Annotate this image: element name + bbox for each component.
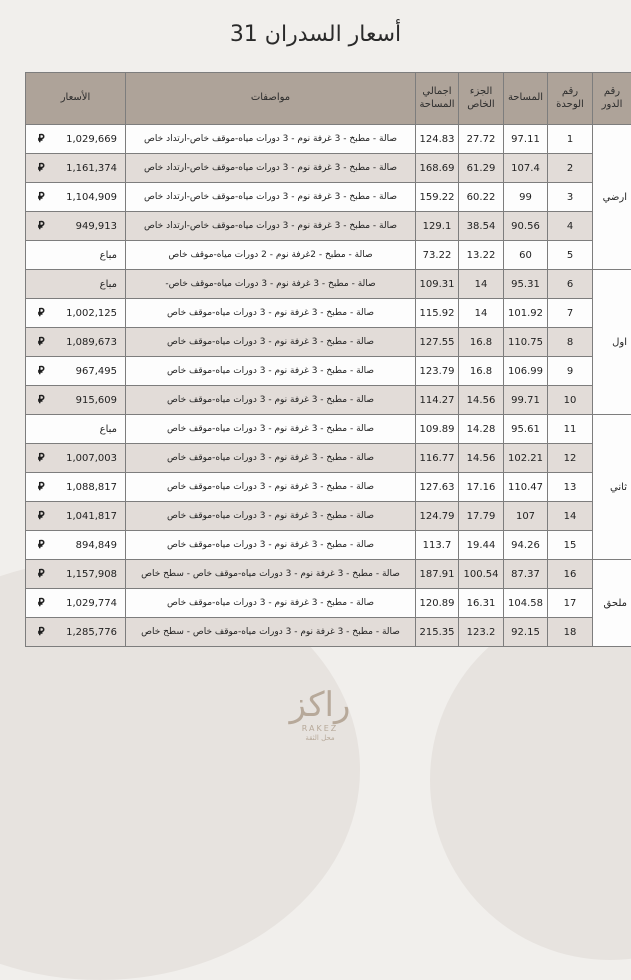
price-cell: مباع bbox=[26, 415, 126, 444]
header-private-part: الجزء الخاص bbox=[459, 73, 504, 125]
private-part-cell: 38.54 bbox=[459, 212, 504, 241]
unit-no-cell: 1 bbox=[548, 125, 593, 154]
private-part-cell: 14.56 bbox=[459, 444, 504, 473]
rakez-logo bbox=[275, 685, 365, 742]
header-area: المساحة bbox=[504, 73, 548, 125]
area-cell: 95.61 bbox=[504, 415, 548, 444]
logo-name: RAKEZ bbox=[301, 724, 339, 733]
price-cell bbox=[26, 357, 126, 386]
saudi-riyal-icon: ⃁ bbox=[38, 306, 45, 319]
unit-no-cell: 7 bbox=[548, 299, 593, 328]
total-area-cell: 109.31 bbox=[416, 270, 459, 299]
header-floor-no: رقم الدور bbox=[593, 73, 631, 125]
specs-cell: صالة - مطبخ - 3 غرفة نوم - 3 دورات مياه-موقف خاص-ارتداد خاص bbox=[126, 154, 416, 183]
area-cell: 101.92 bbox=[504, 299, 548, 328]
area-cell: 87.37 bbox=[504, 560, 548, 589]
saudi-riyal-icon: ⃁ bbox=[38, 538, 45, 551]
total-area-cell: 124.79 bbox=[416, 502, 459, 531]
page-title: أسعار السدران 31 bbox=[229, 22, 402, 47]
floor-cell: ثاني bbox=[593, 415, 631, 560]
price-cell bbox=[26, 328, 126, 357]
specs-cell: صالة - مطبخ - 3 غرفة نوم - 3 دورات مياه-موقف خاص-ارتداد خاص bbox=[126, 212, 416, 241]
unit-no-cell: 10 bbox=[548, 386, 593, 415]
area-cell: 99 bbox=[504, 183, 548, 212]
price-value: 1,002,125 bbox=[66, 307, 117, 319]
total-area-cell: 129.1 bbox=[416, 212, 459, 241]
price-value: 1,007,003 bbox=[66, 452, 117, 464]
price-value: 1,104,909 bbox=[66, 191, 117, 203]
price-cell: مباع bbox=[26, 270, 126, 299]
specs-cell: صالة - مطبخ - 3 غرفة نوم - 3 دورات مياه-موقف خاص-ارتداد خاص bbox=[126, 183, 416, 212]
area-cell: 94.26 bbox=[504, 531, 548, 560]
price-value: 1,088,817 bbox=[66, 481, 117, 493]
private-part-cell: 17.16 bbox=[459, 473, 504, 502]
specs-cell: صالة - مطبخ - 3 غرفة نوم - 3 دورات مياه-موقف خاص - سطح خاص bbox=[126, 560, 416, 589]
floor-cell: ارضي bbox=[593, 125, 631, 270]
private-part-cell: 14.28 bbox=[459, 415, 504, 444]
price-value: 894,849 bbox=[75, 539, 117, 551]
price-value: 949,913 bbox=[75, 220, 117, 232]
saudi-riyal-icon: ⃁ bbox=[38, 219, 45, 232]
price-value: 1,285,776 bbox=[66, 626, 117, 638]
total-area-cell: 127.55 bbox=[416, 328, 459, 357]
private-part-cell: 27.72 bbox=[459, 125, 504, 154]
saudi-riyal-icon: ⃁ bbox=[38, 625, 45, 638]
area-cell: 110.75 bbox=[504, 328, 548, 357]
saudi-riyal-icon: ⃁ bbox=[38, 335, 45, 348]
total-area-cell: 168.69 bbox=[416, 154, 459, 183]
price-value: 1,029,774 bbox=[66, 597, 117, 609]
price-cell bbox=[26, 154, 126, 183]
total-area-cell: 159.22 bbox=[416, 183, 459, 212]
saudi-riyal-icon: ⃁ bbox=[38, 567, 45, 580]
price-value: 1,089,673 bbox=[66, 336, 117, 348]
price-value: 1,161,374 bbox=[66, 162, 117, 174]
private-part-cell: 123.2 bbox=[459, 618, 504, 647]
total-area-cell: 123.79 bbox=[416, 357, 459, 386]
unit-no-cell: 4 bbox=[548, 212, 593, 241]
private-part-cell: 16.31 bbox=[459, 589, 504, 618]
price-cell bbox=[26, 299, 126, 328]
saudi-riyal-icon: ⃁ bbox=[38, 132, 45, 145]
area-cell: 106.99 bbox=[504, 357, 548, 386]
price-cell bbox=[26, 589, 126, 618]
unit-no-cell: 15 bbox=[548, 531, 593, 560]
header-specs: مواصفات bbox=[126, 73, 416, 125]
price-cell bbox=[26, 473, 126, 502]
area-cell: 92.15 bbox=[504, 618, 548, 647]
private-part-cell: 14 bbox=[459, 270, 504, 299]
unit-no-cell: 3 bbox=[548, 183, 593, 212]
private-part-cell: 14.56 bbox=[459, 386, 504, 415]
private-part-cell: 61.29 bbox=[459, 154, 504, 183]
saudi-riyal-icon: ⃁ bbox=[38, 451, 45, 464]
price-cell bbox=[26, 444, 126, 473]
header-unit-no: رقم الوحدة bbox=[548, 73, 593, 125]
area-cell: 95.31 bbox=[504, 270, 548, 299]
specs-cell: صالة - مطبخ - 3 غرفة نوم - 3 دورات مياه-موقف خاص - سطح خاص bbox=[126, 618, 416, 647]
area-cell: 107.4 bbox=[504, 154, 548, 183]
price-value: 1,157,908 bbox=[66, 568, 117, 580]
price-cell bbox=[26, 386, 126, 415]
unit-no-cell: 17 bbox=[548, 589, 593, 618]
total-area-cell: 109.89 bbox=[416, 415, 459, 444]
private-part-cell: 16.8 bbox=[459, 357, 504, 386]
saudi-riyal-icon: ⃁ bbox=[38, 480, 45, 493]
specs-cell: صالة - مطبخ - 3 غرفة نوم - 3 دورات مياه-موقف خاص bbox=[126, 531, 416, 560]
specs-cell: صالة - مطبخ - 3 غرفة نوم - 3 دورات مياه-موقف خاص bbox=[126, 473, 416, 502]
unit-no-cell: 11 bbox=[548, 415, 593, 444]
total-area-cell: 187.91 bbox=[416, 560, 459, 589]
total-area-cell: 127.63 bbox=[416, 473, 459, 502]
area-cell: 97.11 bbox=[504, 125, 548, 154]
specs-cell: صالة - مطبخ - 3 غرفة نوم - 3 دورات مياه-موقف خاص bbox=[126, 299, 416, 328]
private-part-cell: 13.22 bbox=[459, 241, 504, 270]
price-cell bbox=[26, 212, 126, 241]
specs-cell: صالة - مطبخ - 3 غرفة نوم - 3 دورات مياه-موقف خاص bbox=[126, 357, 416, 386]
specs-cell: صالة - مطبخ - 3 غرفة نوم - 3 دورات مياه-موقف خاص bbox=[126, 589, 416, 618]
total-area-cell: 113.7 bbox=[416, 531, 459, 560]
private-part-cell: 19.44 bbox=[459, 531, 504, 560]
specs-cell: صالة - مطبخ - 3 غرفة نوم - 3 دورات مياه-موقف خاص bbox=[126, 328, 416, 357]
specs-cell: صالة - مطبخ - 3 غرفة نوم - 3 دورات مياه-موقف خاص-ارتداد خاص bbox=[126, 125, 416, 154]
saudi-riyal-icon: ⃁ bbox=[38, 364, 45, 377]
unit-no-cell: 13 bbox=[548, 473, 593, 502]
background-curve-right bbox=[430, 600, 631, 960]
total-area-cell: 215.35 bbox=[416, 618, 459, 647]
logo-tagline: محل الثقة bbox=[305, 734, 335, 742]
private-part-cell: 16.8 bbox=[459, 328, 504, 357]
private-part-cell: 17.79 bbox=[459, 502, 504, 531]
logo-mark: راكز bbox=[289, 685, 351, 725]
price-cell bbox=[26, 618, 126, 647]
floor-cell: اول bbox=[593, 270, 631, 415]
total-area-cell: 120.89 bbox=[416, 589, 459, 618]
area-cell: 90.56 bbox=[504, 212, 548, 241]
specs-cell: صالة - مطبخ - 3 غرفة نوم - 3 دورات مياه-موقف خاص bbox=[126, 502, 416, 531]
area-cell: 99.71 bbox=[504, 386, 548, 415]
saudi-riyal-icon: ⃁ bbox=[38, 393, 45, 406]
private-part-cell: 14 bbox=[459, 299, 504, 328]
price-value: 1,041,817 bbox=[66, 510, 117, 522]
saudi-riyal-icon: ⃁ bbox=[38, 509, 45, 522]
unit-no-cell: 9 bbox=[548, 357, 593, 386]
price-cell bbox=[26, 502, 126, 531]
unit-no-cell: 6 bbox=[548, 270, 593, 299]
price-cell bbox=[26, 125, 126, 154]
unit-no-cell: 8 bbox=[548, 328, 593, 357]
total-area-cell: 73.22 bbox=[416, 241, 459, 270]
specs-cell: صالة - مطبخ - 3 غرفة نوم - 3 دورات مياه-موقف خاص bbox=[126, 386, 416, 415]
floor-cell: ملحق bbox=[593, 560, 631, 647]
unit-no-cell: 16 bbox=[548, 560, 593, 589]
unit-no-cell: 12 bbox=[548, 444, 593, 473]
saudi-riyal-icon: ⃁ bbox=[38, 190, 45, 203]
unit-no-cell: 14 bbox=[548, 502, 593, 531]
price-cell: مباع bbox=[26, 241, 126, 270]
unit-no-cell: 18 bbox=[548, 618, 593, 647]
saudi-riyal-icon: ⃁ bbox=[38, 596, 45, 609]
area-cell: 102.21 bbox=[504, 444, 548, 473]
header-price: الأسعار bbox=[26, 73, 126, 125]
price-cell bbox=[26, 183, 126, 212]
area-cell: 104.58 bbox=[504, 589, 548, 618]
unit-no-cell: 5 bbox=[548, 241, 593, 270]
price-table bbox=[25, 72, 631, 647]
total-area-cell: 116.77 bbox=[416, 444, 459, 473]
price-value: 1,029,669 bbox=[66, 133, 117, 145]
area-cell: 107 bbox=[504, 502, 548, 531]
price-value: 967,495 bbox=[75, 365, 117, 377]
total-area-cell: 124.83 bbox=[416, 125, 459, 154]
specs-cell: صالة - مطبخ - 2غرفة نوم - 2 دورات مياه-موقف خاص bbox=[126, 241, 416, 270]
specs-cell: صالة - مطبخ - 3 غرفة نوم - 3 دورات مياه-موقف خاص bbox=[126, 444, 416, 473]
header-total-area: اجمالي المساحة bbox=[416, 73, 459, 125]
private-part-cell: 100.54 bbox=[459, 560, 504, 589]
area-cell: 110.47 bbox=[504, 473, 548, 502]
area-cell: 60 bbox=[504, 241, 548, 270]
price-cell bbox=[26, 560, 126, 589]
saudi-riyal-icon: ⃁ bbox=[38, 161, 45, 174]
specs-cell: صالة - مطبخ - 3 غرفة نوم - 3 دورات مياه-موقف خاص- bbox=[126, 270, 416, 299]
total-area-cell: 115.92 bbox=[416, 299, 459, 328]
price-cell bbox=[26, 531, 126, 560]
private-part-cell: 60.22 bbox=[459, 183, 504, 212]
specs-cell: صالة - مطبخ - 3 غرفة نوم - 3 دورات مياه-موقف خاص bbox=[126, 415, 416, 444]
unit-no-cell: 2 bbox=[548, 154, 593, 183]
price-value: 915,609 bbox=[75, 394, 117, 406]
total-area-cell: 114.27 bbox=[416, 386, 459, 415]
